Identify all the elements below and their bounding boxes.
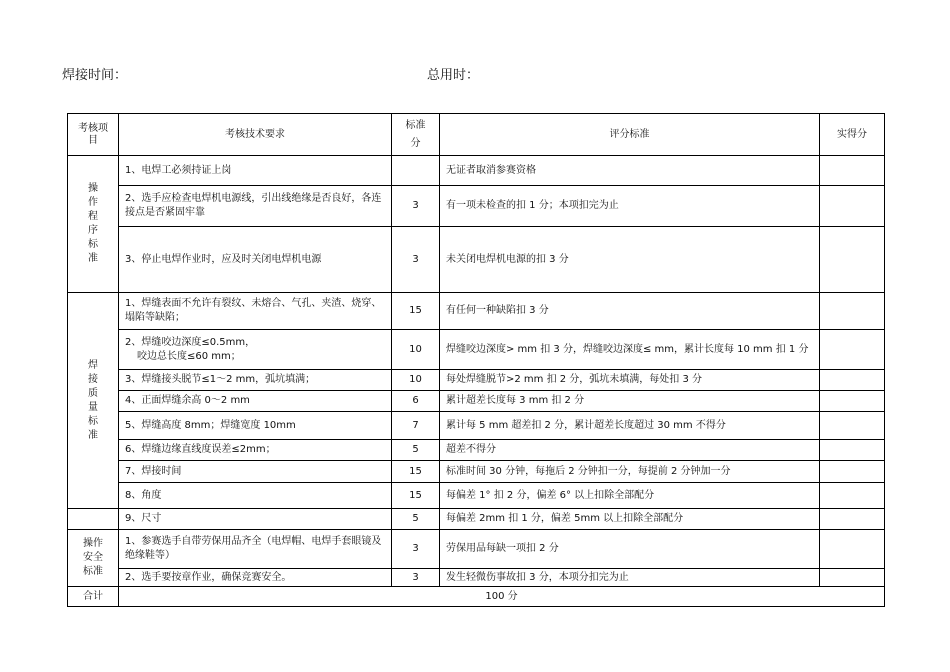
score-cell: 15: [392, 293, 440, 330]
table-row: [68, 156, 885, 186]
header-item: 考核项目: [68, 114, 119, 156]
requirement-cell: 4、正面焊缝余高 0～2 mm: [119, 391, 392, 412]
table-row: [68, 461, 885, 483]
weld-time-label: 焊接时间：: [62, 68, 128, 83]
requirement-cell: 2、选手应检查电焊机电源线，引出线绝缘是否良好，各连接点是否紧固牢靠: [119, 186, 392, 227]
requirement-cell: 2、选手要按章作业，确保竞赛安全。: [119, 569, 392, 587]
table-row: [68, 227, 885, 293]
score-cell: 3: [392, 186, 440, 227]
requirement-cell: 1、焊缝表面不允许有裂纹、未熔合、气孔、夹渣、烧穿、塌陷等缺陷；: [119, 293, 392, 330]
requirement-cell: 6、焊缝边缘直线度误差≤2mm；: [119, 440, 392, 461]
total-row: [68, 587, 885, 607]
header-requirement: 考核技术要求: [119, 114, 392, 156]
actual-score-cell: [820, 370, 885, 391]
requirement-cell: 7、焊接时间: [119, 461, 392, 483]
actual-score-cell: [820, 186, 885, 227]
table-header-row: [68, 114, 885, 156]
table-row: [68, 330, 885, 370]
score-cell: [392, 156, 440, 186]
table-row: [68, 483, 885, 509]
score-cell: 15: [392, 461, 440, 483]
actual-score-cell: [820, 391, 885, 412]
category-safety: 操作 安全 标准: [68, 530, 119, 587]
criteria-cell: 有一项未检查的扣 1 分；本项扣完为止: [440, 186, 820, 227]
requirement-cell: 3、焊缝接头脱节≤1～2 mm，弧坑填满；: [119, 370, 392, 391]
header-actual-score: 实得分: [820, 114, 885, 156]
requirement-cell: 1、参赛选手自带劳保用品齐全（电焊帽、电焊手套眼镜及绝缘鞋等）: [119, 530, 392, 569]
header-criteria: 评分标准: [440, 114, 820, 156]
requirement-cell: 9、尺寸: [119, 509, 392, 530]
score-cell: 15: [392, 483, 440, 509]
requirement-cell: 1、电焊工必须持证上岗: [119, 156, 392, 186]
table-row: [68, 530, 885, 569]
criteria-cell: 累计每 5 mm 超差扣 2 分，累计超差长度超过 30 mm 不得分: [440, 412, 820, 440]
actual-score-cell: [820, 293, 885, 330]
score-cell: 6: [392, 391, 440, 412]
actual-score-cell: [820, 330, 885, 370]
scoring-table: [67, 113, 885, 607]
score-cell: 3: [392, 569, 440, 587]
criteria-cell: 有任何一种缺陷扣 3 分: [440, 293, 820, 330]
score-cell: 5: [392, 509, 440, 530]
actual-score-cell: [820, 483, 885, 509]
actual-score-cell: [820, 461, 885, 483]
table-row: [68, 569, 885, 587]
criteria-cell: 每偏差 2mm 扣 1 分，偏差 5mm 以上扣除全部配分: [440, 509, 820, 530]
table-row: [68, 186, 885, 227]
criteria-cell: 发生轻微伤事故扣 3 分，本项分扣完为止: [440, 569, 820, 587]
category-empty: [68, 509, 119, 530]
requirement-cell: 5、焊缝高度 8mm；焊缝宽度 10mm: [119, 412, 392, 440]
score-cell: 5: [392, 440, 440, 461]
criteria-cell: 标准时间 30 分钟，每拖后 2 分钟扣一分，每提前 2 分钟加一分: [440, 461, 820, 483]
category-procedure: 操 作 程 序 标 准: [68, 156, 119, 293]
table-row: [68, 412, 885, 440]
total-label: 合计: [68, 587, 119, 607]
header-standard-score: 标准分: [392, 114, 440, 156]
requirement-cell: 8、角度: [119, 483, 392, 509]
score-cell: 3: [392, 227, 440, 293]
criteria-cell: 超差不得分: [440, 440, 820, 461]
criteria-cell: 未关闭电焊机电源的扣 3 分: [440, 227, 820, 293]
score-cell: 7: [392, 412, 440, 440]
criteria-cell: 累计超差长度每 3 mm 扣 2 分: [440, 391, 820, 412]
actual-score-cell: [820, 569, 885, 587]
table-row: [68, 509, 885, 530]
table-row: [68, 370, 885, 391]
score-cell: 3: [392, 530, 440, 569]
criteria-cell: 焊缝咬边深度> mm 扣 3 分，焊缝咬边深度≤ mm，累计长度每 10 mm 扣 1 分: [440, 330, 820, 370]
requirement-cell: 2、焊缝咬边深度≤0.5mm， 咬边总长度≤60 mm；: [119, 330, 392, 370]
actual-score-cell: [820, 156, 885, 186]
total-time-label: 总用时：: [427, 68, 480, 83]
criteria-cell: 劳保用品每缺一项扣 2 分: [440, 530, 820, 569]
table-row: [68, 391, 885, 412]
criteria-cell: 每处焊缝脱节>2 mm 扣 2 分，弧坑未填满，每处扣 3 分: [440, 370, 820, 391]
score-cell: 10: [392, 330, 440, 370]
criteria-cell: 无证者取消参赛资格: [440, 156, 820, 186]
total-value: 100 分: [119, 587, 885, 607]
actual-score-cell: [820, 509, 885, 530]
actual-score-cell: [820, 227, 885, 293]
requirement-cell: 3、停止电焊作业时，应及时关闭电焊机电源: [119, 227, 392, 293]
table-row: [68, 440, 885, 461]
actual-score-cell: [820, 412, 885, 440]
table-row: [68, 293, 885, 330]
actual-score-cell: [820, 530, 885, 569]
score-cell: 10: [392, 370, 440, 391]
actual-score-cell: [820, 440, 885, 461]
category-weld-quality: 焊 接 质 量 标 准: [68, 293, 119, 509]
criteria-cell: 每偏差 1° 扣 2 分，偏差 6° 以上扣除全部配分: [440, 483, 820, 509]
